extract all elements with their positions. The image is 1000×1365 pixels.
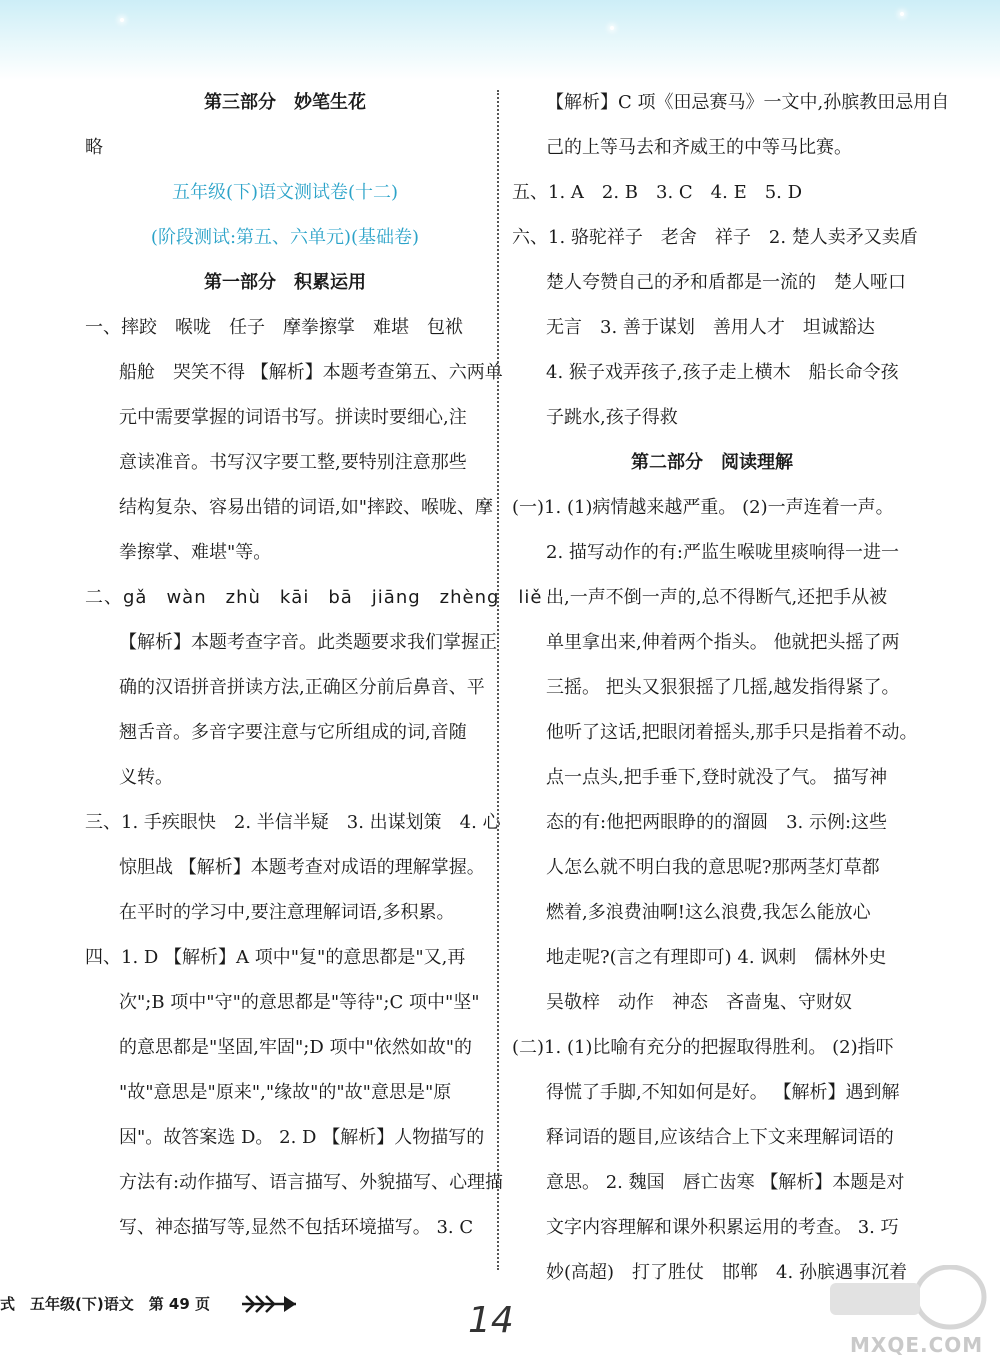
text-line: 元中需要掌握的词语书写。拼读时要细心,注 [119,407,467,428]
text-line: 人怎么就不明白我的意思呢?那两茎灯草都 [546,857,880,878]
text-line: 2. 描写动作的有:严监生喉咙里痰响得一进一 [546,542,899,563]
text-line: (一)1. (1)病情越来越严重。 (2)一声连着一声。 [512,497,894,518]
top-decorative-band [0,0,1000,80]
text-line: 【解析】C 项《田忌赛马》一文中,孙膑教田忌用自 [546,92,950,113]
column-divider [497,90,499,1270]
text-line: 惊胆战 【解析】本题考查对成语的理解掌握。 [119,857,485,878]
text-line: 态的有:他把两眼睁的的溜圆 3. 示例:这些 [546,812,888,833]
text-line: 【解析】本题考查字音。此类题要求我们掌握正 [119,632,497,653]
text-line: 因"。故答案选 D。 2. D 【解析】人物描写的 [119,1127,485,1148]
right-column [512,80,950,1295]
text-line: 出,一声不倒一声的,总不得断气,还把手从被 [546,587,888,608]
text-line: 得慌了手脚,不知如何是好。 【解析】遇到解 [546,1082,900,1103]
sparkle-icon [900,12,904,16]
text-line: 翘舌音。多音字要注意与它所组成的词,音随 [119,722,467,743]
text-line: 二、gǎ wàn zhù kāi bā jiāng zhèng liě [85,587,543,608]
text-line: 第一部分 积累运用 [204,272,366,293]
text-line: 次";B 项中"守"的意思都是"等待";C 项中"坚" [119,992,480,1013]
text-line: 点一点头,把手垂下,登时就没了气。 描写神 [546,767,888,788]
text-line: 第三部分 妙笔生花 [204,92,366,113]
text-line: 第二部分 阅读理解 [631,452,793,473]
text-line: 略 [85,137,103,158]
text-line: 燃着,多浪费油啊!这么浪费,我怎么能放心 [546,902,871,923]
page-footer [0,1288,300,1320]
text-line: 船舱 哭笑不得 【解析】本题考查第五、六两单 [119,362,503,383]
sparkle-icon [120,18,124,22]
text-line: 文字内容理解和课外积累运用的考查。 3. 巧 [546,1217,899,1238]
text-line: 子跳水,孩子得救 [546,407,678,428]
text-line: 单里拿出来,伸着两个指头。 他就把头摇了两 [546,632,900,653]
text-line: (二)1. (1)比喻有充分的把握取得胜利。 (2)指吓 [512,1037,894,1058]
text-line: 三、1. 手疾眼快 2. 半信半疑 3. 出谋划策 4. 心 [85,812,501,833]
text-line: 一、摔跤 喉咙 任子 摩拳擦掌 难堪 包袱 [85,317,463,338]
text-line: 的意思都是"坚固,牢固";D 项中"依然如故"的 [119,1037,473,1058]
text-line: 五、1. A 2. B 3. C 4. E 5. D [512,182,803,203]
text-line: 意读准音。书写汉字要工整,要特别注意那些 [119,452,467,473]
arrow-decoration-icon [240,1288,300,1320]
text-line: 六、1. 骆驼祥子 老舍 祥子 2. 楚人卖矛又卖盾 [512,227,918,248]
text-line: 妙(高超) 打了胜仗 邯郸 4. 孙膑遇事沉着 [546,1262,907,1283]
text-line: 无言 3. 善于谋划 善用人才 坦诚豁达 [546,317,875,338]
text-line: 写、神态描写等,显然不包括环境描写。 3. C [119,1217,474,1238]
text-line: 己的上等马去和齐威王的中等马比赛。 [546,137,852,158]
left-column [85,80,543,1250]
text-line: 义转。 [119,767,173,788]
watermark-stamp-icon [810,1265,990,1335]
text-line: 五年级(下)语文测试卷(十二) [171,182,399,203]
text-line: 地走呢?(言之有理即可) 4. 讽刺 儒林外史 [546,947,887,968]
text-line: 结构复杂、容易出错的词语,如"摔跤、喉咙、摩 [119,497,493,518]
text-line: 方法有:动作描写、语言描写、外貌描写、心理描 [119,1172,504,1193]
text-line: 意思。 2. 魏国 唇亡齿寒 【解析】本题是对 [546,1172,905,1193]
text-line: 拳擦掌、难堪"等。 [119,542,272,563]
watermark-logo [810,1265,990,1360]
footer-label: 式 五年级(下)语文 第 49 页 [0,1295,211,1313]
text-line: 楚人夸赞自己的矛和盾都是一流的 楚人哑口 [546,272,906,293]
text-line: 他听了这话,把眼闭着摇头,那手只是指着不动。 [546,722,918,743]
text-line: (阶段测试:第五、六单元)(基础卷) [150,227,420,248]
text-line: 四、1. D 【解析】A 项中"复"的意思都是"又,再 [85,947,466,968]
text-line: 在平时的学习中,要注意理解词语,多积累。 [119,902,455,923]
text-line: 确的汉语拼音拼读方法,正确区分前后鼻音、平 [119,677,485,698]
text-line: "故"意思是"原来","缘故"的"故"意思是"原 [119,1082,452,1103]
text-line: 三摇。 把头又狠狠摇了几摇,越发指得紧了。 [546,677,900,698]
sparkle-icon [610,26,614,30]
text-line: 4. 猴子戏弄孩子,孩子走上横木 船长命令孩 [546,362,899,383]
handwritten-number: 14 [468,1300,514,1341]
text-line: 吴敬梓 动作 神态 吝啬鬼、守财奴 [546,992,852,1013]
text-line: 释词语的题目,应该结合上下文来理解词语的 [546,1127,894,1148]
watermark-text: MXQE.COM [850,1333,984,1357]
